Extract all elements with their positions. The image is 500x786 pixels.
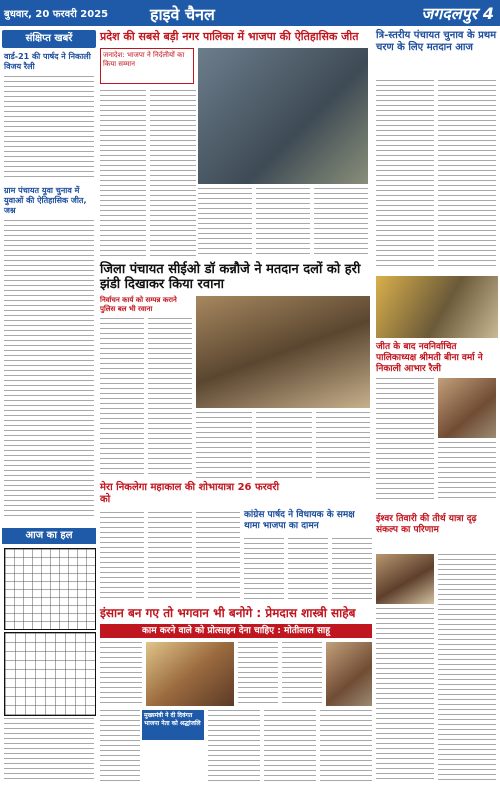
- bottom-sub-banner-label: काम करने वाले को प्रोत्साहन देना चाहिए : मोतीलाल साहू: [141, 626, 331, 636]
- second-body-col3: [196, 412, 252, 478]
- left-item1-headline: वार्ड-21 की पार्षद ने निकाली विजय रैली: [4, 52, 91, 71]
- main-subhead: जनादेश: भाजपा ने निर्दलीयों का किया सम्मान: [103, 51, 185, 68]
- second-photo: [196, 296, 370, 408]
- main-photo: [198, 48, 368, 184]
- crossword-grid: [4, 548, 96, 630]
- right-body3-col1: [438, 554, 496, 780]
- main-body-col5: [314, 188, 368, 258]
- fourth-body-col2: [288, 538, 328, 602]
- sudoku-grid: [4, 632, 96, 716]
- third-headline: मेरा निकलेगा महाकाल की शोभायात्रा 26 फरवरी को: [100, 482, 280, 505]
- bottom-body-col4: [100, 710, 140, 782]
- main-body-col1: [100, 90, 146, 260]
- bottom-body-col5: [208, 710, 260, 782]
- left-item2-headline: ग्राम पंचायत युवा चुनाव में युवाओं की ऐतिहासिक जीत, जश्न: [4, 186, 87, 215]
- fourth-body-col1: [244, 538, 284, 602]
- right-headline3: ईश्वर तिवारी की तीर्थ यात्रा दृढ़ संकल्प का परिणाम: [376, 514, 477, 535]
- main-body-col4: [256, 188, 310, 258]
- masthead-title: हाइवे चैनल: [150, 5, 215, 24]
- third-body-col3: [196, 512, 240, 602]
- left-news-box: [2, 30, 96, 48]
- bottom-body-col2: [238, 642, 278, 706]
- main-body-col3: [198, 188, 252, 258]
- puzzle-banner-label: आज का हल: [25, 530, 73, 541]
- third-body-col2: [148, 512, 192, 602]
- puzzle-banner: [2, 528, 96, 544]
- second-headline: जिला पंचायत सीईओ डॉ कन्नौजे ने मतदान दलों को हरी झंडी दिखाकर किया रवाना: [100, 262, 361, 292]
- bottom-body-col6: [264, 710, 316, 782]
- second-body-col1: [100, 318, 144, 478]
- left-item1-body: [4, 76, 94, 178]
- right-body1-col1: [376, 80, 434, 270]
- masthead-date: बुधवार, 20 फरवरी 2025: [4, 9, 109, 20]
- fourth-headline: कांग्रेस पार्षद ने विधायक के समक्ष थामा भाजपा का दामन: [244, 510, 355, 531]
- right-photo3: [376, 554, 434, 604]
- main-body-col2: [150, 90, 196, 260]
- second-body-col4: [256, 412, 312, 478]
- bottom-headline: इंसान बन गए तो भगवान भी बनोगे : प्रेमदास शास्त्री साहेब: [100, 606, 356, 620]
- right-body3-col2: [376, 608, 434, 780]
- masthead-city: जगदलपुर 4: [421, 4, 494, 23]
- second-body-col5: [316, 412, 370, 478]
- main-subhead-box: [100, 48, 194, 84]
- second-body-col2: [148, 318, 192, 478]
- second-subhead: निर्वाचन कार्य को सम्पन्न कराने पुलिस बल भी रवाना: [100, 296, 177, 313]
- bottom-sub-banner: [100, 624, 372, 638]
- right-body1-col2: [438, 80, 496, 270]
- bottom-photo2: [326, 642, 372, 706]
- right-photo1: [376, 276, 498, 338]
- main-headline: प्रदेश की सबसे बड़ी नगर पालिका में भाजपा की ऐतिहासिक जीत: [100, 30, 359, 43]
- left-bottom-body: [4, 718, 94, 782]
- right-body2-col2: [438, 442, 496, 502]
- bottom-body-col7: [320, 710, 372, 782]
- third-body-col1: [100, 512, 144, 602]
- right-headline2: जीत के बाद नवनिर्वाचित पालिकाध्यक्ष श्रीमती बीना वर्मा ने निकाली आभार रैली: [376, 342, 483, 374]
- right-headline1: त्रि-स्तरीय पंचायत चुनाव के प्रथम चरण के लिए मतदान आज: [376, 30, 497, 53]
- right-photo2: [438, 378, 496, 438]
- right-body2-col1: [376, 378, 434, 502]
- bottom-photo: [146, 642, 234, 706]
- bottom-body-col1: [100, 642, 142, 706]
- fourth-body-col3: [332, 538, 372, 602]
- bottom-caption-box: [142, 710, 204, 740]
- left-item2-body: [4, 220, 94, 520]
- bottom-caption-text: मुख्यमंत्री ने दी दिवंगत भाजपा नेता को श्रद्धांजलि: [144, 712, 201, 727]
- bottom-body-col3: [282, 642, 322, 706]
- left-news-box-label: संक्षिप्त खबरें: [25, 33, 73, 44]
- page-number: 4: [482, 4, 494, 23]
